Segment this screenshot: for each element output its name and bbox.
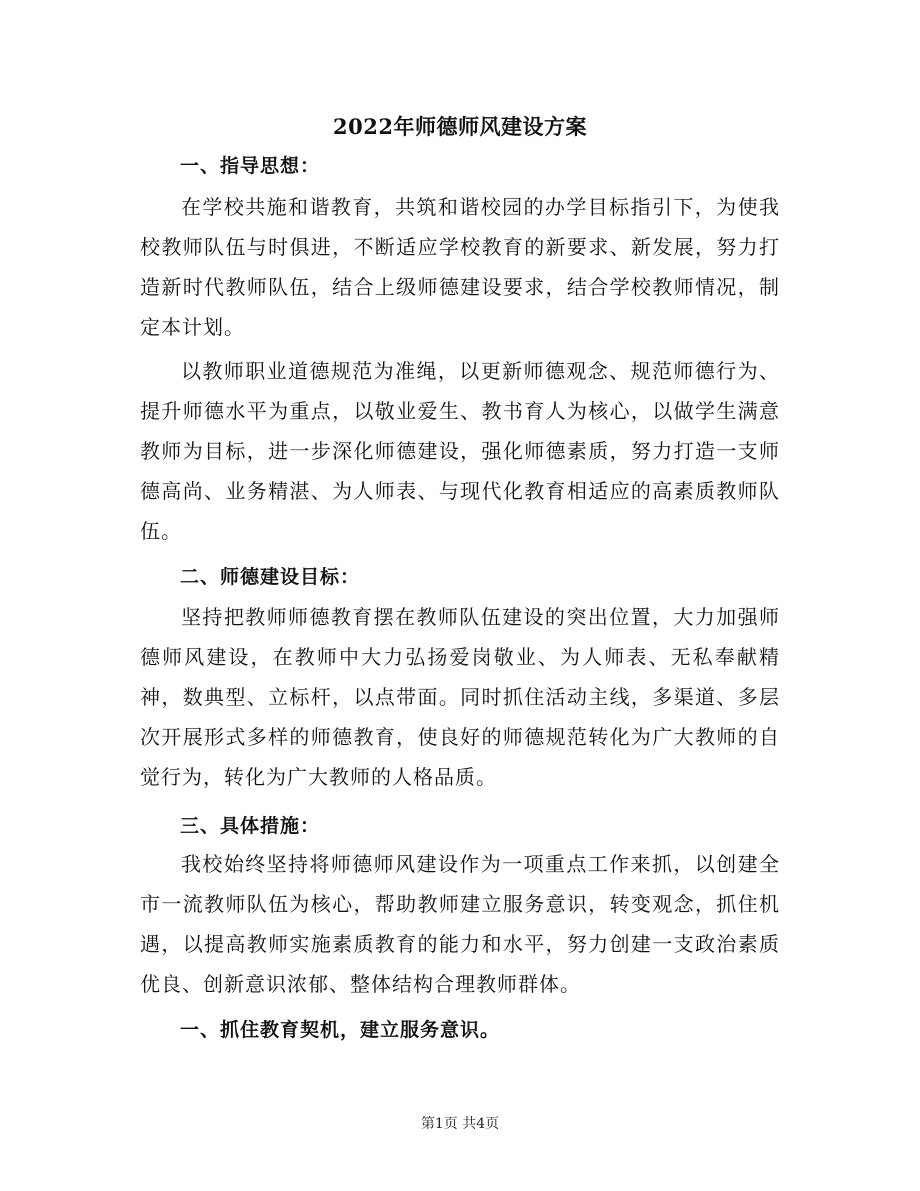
section-heading-guiding-ideology: 一、指导思想：	[180, 155, 321, 177]
page-footer: 第1页 共4页	[420, 1116, 500, 1132]
paragraph-specific-measures: 我校始终坚持将师德师风建设作为一项重点工作来抓，以创建全市一流教师队伍为核心，帮助教师建立服务意识，转变观念，抓住机遇，以提高教师实施素质教育的能力和水平，努力创建一支政治素质优良、创新意识浓郁、整体结构合理教师群体。	[140, 852, 780, 996]
paragraph-guiding-ideology-2: 以教师职业道德规范为准绳，以更新师德观念、规范师德行为、提升师德水平为重点，以敬业爱生、教书育人为核心，以做学生满意教师为目标，进一步深化师德建设，强化师德素质，努力打造一支师德高尚、业务精湛、为人师表、与现代化教育相适应的高素质教师队伍。	[140, 359, 780, 543]
paragraph-ethics-goals: 坚持把教师师德教育摆在教师队伍建设的突出位置，大力加强师德师风建设，在教师中大力弘扬爱岗敬业、为人师表、无私奉献精神，数典型、立标杆，以点带面。同时抓住活动主线，多渠道、多层次开展形式多样的师德教育，使良好的师德规范转化为广大教师的自觉行为，转化为广大教师的人格品质。	[140, 605, 780, 789]
section-heading-ethics-goals: 二、师德建设目标：	[180, 566, 361, 588]
paragraph-guiding-ideology-1: 在学校共施和谐教育，共筑和谐校园的办学目标指引下，为使我校教师队伍与时俱进，不断适应学校教育的新要求、新发展，努力打造新时代教师队伍，结合上级师德建设要求，结合学校教师情况，制定本计划。	[140, 195, 780, 339]
subsection-heading-education-opportunity: 一、抓住教育契机，建立服务意识。	[180, 1019, 501, 1041]
document-title: 2022年师德师风建设方案	[333, 114, 587, 139]
section-heading-specific-measures: 三、具体措施：	[180, 815, 321, 837]
